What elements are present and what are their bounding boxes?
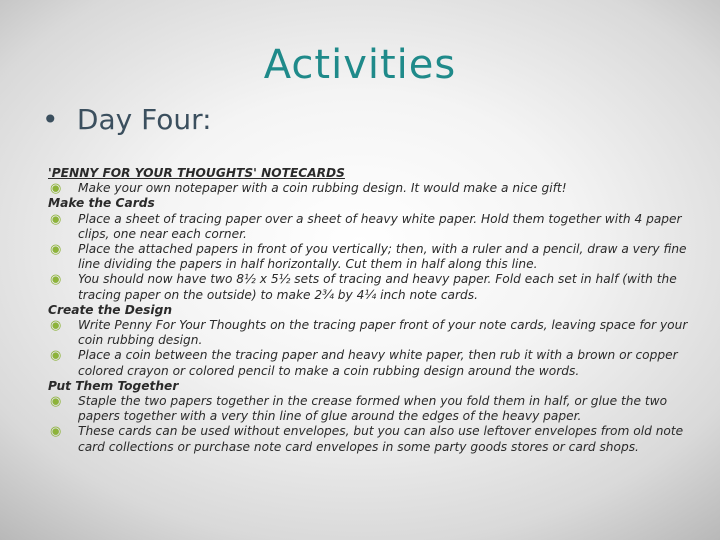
- make-heading: Make the Cards: [48, 196, 155, 211]
- list-item: [48, 212, 688, 242]
- make-item-text: Place the attached papers in front of you vertically; then, with a ruler and a pencil, draw a very fine line dividing the papers in half horizontally. Cut them in half along this line.: [78, 242, 687, 272]
- slide-title-text: Activities: [263, 42, 457, 88]
- day-line: [42, 103, 212, 136]
- together-heading: Put Them Together: [48, 378, 179, 393]
- bullet-icon: ◉: [50, 318, 62, 334]
- bullet-icon: ◉: [50, 424, 62, 440]
- day-label: Day Four:: [76, 103, 212, 136]
- list-item: [48, 181, 688, 196]
- bullet-icon: ◉: [50, 242, 62, 258]
- make-item-text: Place a sheet of tracing paper over a sheet of heavy white paper. Hold them together with 4 paper clips, one near each corner.: [78, 211, 682, 241]
- day-bullet: •: [42, 103, 59, 136]
- list-item: [48, 242, 688, 272]
- together-item-text: Staple the two papers together in the crease formed when you fold them in half, or glue the two papers together with a very thin line of glue around the edges of the heavy paper.: [78, 394, 668, 424]
- slide-title: [0, 42, 720, 88]
- list-item: [48, 394, 688, 424]
- together-item-text: These cards can be used without envelopes, but you can also use leftover envelopes from old note card collections or purchase note card envelopes in some party goods stores or card shops.: [78, 424, 684, 454]
- list-item: [48, 424, 688, 454]
- list-item: [48, 272, 688, 302]
- design-item-text: Place a coin between the tracing paper and heavy white paper, then rub it with a brown or copper colored crayon or colored pencil to make a coin rubbing design around the words.: [78, 348, 678, 378]
- list-item: [48, 318, 688, 348]
- bullet-icon: ◉: [50, 348, 62, 364]
- bullet-icon: ◉: [50, 272, 62, 288]
- list-item: [48, 348, 688, 378]
- bullet-icon: ◉: [50, 181, 62, 197]
- make-item-text: You should now have two 8½ x 5½ sets of tracing and heavy paper. Fold each set in half (with the tracing paper on the outside) to make 2¾ by 4¼ inch note cards.: [78, 272, 677, 302]
- main-heading: 'PENNY FOR YOUR THOUGHTS' NOTECARDS: [48, 166, 345, 180]
- bullet-icon: ◉: [50, 211, 62, 227]
- intro-text: Make your own notepaper with a coin rubbing design. It would make a nice gift!: [78, 181, 567, 196]
- design-item-text: Write Penny For Your Thoughts on the tracing paper front of your note cards, leaving space for your coin rubbing design.: [78, 318, 688, 348]
- design-heading: Create the Design: [48, 302, 173, 317]
- notecards-instructions: [48, 166, 688, 455]
- bullet-icon: ◉: [50, 394, 62, 410]
